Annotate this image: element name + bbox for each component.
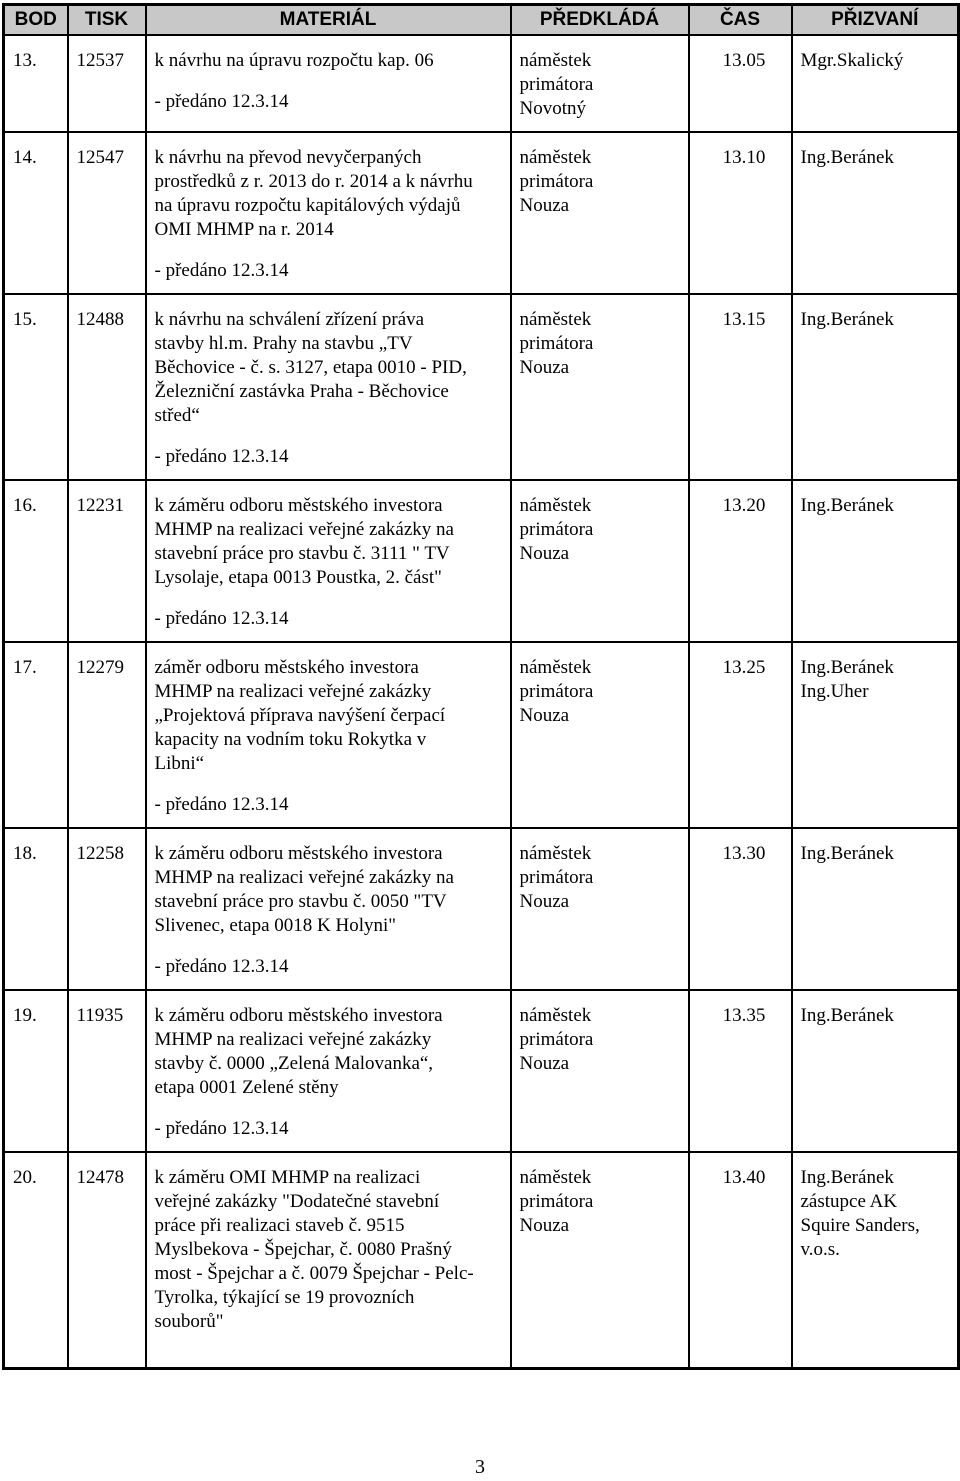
material-line: most - Špejchar a č. 0079 Špejchar - Pelc- [154, 1263, 474, 1284]
handed-over-date: - předáno 12.3.14 [154, 260, 289, 281]
item-number: 15. [4, 294, 68, 480]
invited-line: Ing.Beránek [800, 495, 894, 516]
invited-cell [792, 990, 959, 1152]
print-number: 12279 [68, 642, 146, 828]
presenter-line: náměstek [519, 50, 592, 71]
header-cas: ČAS [689, 5, 792, 36]
item-number: 17. [4, 642, 68, 828]
presenter-line: Novotný [519, 98, 586, 119]
time-cell: 13.30 [689, 828, 792, 990]
invited-line: zástupce AK [800, 1191, 898, 1212]
invited-cell [792, 132, 959, 294]
material-line: záměr odboru městského investora [154, 657, 419, 678]
presenter-line: Nouza [519, 1053, 570, 1074]
material-line: Železniční zastávka Praha - Běchovice [154, 381, 449, 402]
material-line: OMI MHMP na r. 2014 [154, 219, 334, 240]
invited-cell [792, 642, 959, 828]
item-number: 18. [4, 828, 68, 990]
material-line: Tyrolka, týkající se 19 provozních [154, 1287, 415, 1308]
agenda-row [4, 480, 959, 642]
material-line: MHMP na realizaci veřejné zakázky na [154, 519, 454, 540]
presenter-cell [511, 1152, 689, 1368]
handed-over-date: - předáno 12.3.14 [154, 794, 289, 815]
material-line: veřejné zakázky "Dodatečné stavební [154, 1191, 440, 1212]
handed-over-date: - předáno 12.3.14 [154, 446, 289, 467]
handed-over-date: - předáno 12.3.14 [154, 91, 289, 112]
agenda-row [4, 35, 959, 132]
invited-line: Ing.Beránek [800, 309, 894, 330]
presenter-line: náměstek [519, 309, 592, 330]
presenter-line: náměstek [519, 657, 592, 678]
invited-line: Ing.Beránek [800, 147, 894, 168]
material-line: Běchovice - č. s. 3127, etapa 0010 - PID, [154, 357, 467, 378]
material-line: k záměru odboru městského investora [154, 843, 443, 864]
material-cell [146, 642, 511, 828]
presenter-cell [511, 480, 689, 642]
handed-over-date: - předáno 12.3.14 [154, 608, 289, 629]
invited-line: Ing.Uher [800, 681, 869, 702]
invited-line: Ing.Beránek [800, 843, 894, 864]
material-line: souborů" [154, 1311, 224, 1332]
presenter-cell [511, 990, 689, 1152]
header-predklada: PŘEDKLÁDÁ [511, 5, 689, 36]
presenter-cell [511, 35, 689, 132]
time-cell: 13.05 [689, 35, 792, 132]
handed-over-date: - předáno 12.3.14 [154, 1118, 289, 1139]
material-cell [146, 294, 511, 480]
agenda-row [4, 828, 959, 990]
material-line: stavební práce pro stavbu č. 0050 "TV [154, 891, 447, 912]
invited-line: Ing.Beránek [800, 657, 894, 678]
material-line: etapa 0001 Zelené stěny [154, 1077, 339, 1098]
material-line: na úpravu rozpočtu kapitálových výdajů [154, 195, 461, 216]
presenter-line: primátora [519, 681, 594, 702]
header-tisk: TISK [68, 5, 146, 36]
item-number: 16. [4, 480, 68, 642]
presenter-line: primátora [519, 1029, 594, 1050]
invited-cell [792, 294, 959, 480]
invited-cell [792, 35, 959, 132]
item-number: 13. [4, 35, 68, 132]
material-line: prostředků z r. 2013 do r. 2014 a k návrhu [154, 171, 473, 192]
material-cell [146, 35, 511, 132]
invited-line: Mgr.Skalický [800, 50, 904, 71]
material-line: stavby hl.m. Prahy na stavbu „TV [154, 333, 413, 354]
print-number: 11935 [68, 990, 146, 1152]
invited-line: Ing.Beránek [800, 1005, 894, 1026]
material-cell [146, 990, 511, 1152]
invited-line: Ing.Beránek [800, 1167, 894, 1188]
time-cell: 13.20 [689, 480, 792, 642]
header-bod: BOD [4, 5, 68, 36]
material-line: MHMP na realizaci veřejné zakázky na [154, 867, 454, 888]
invited-line: v.o.s. [800, 1239, 840, 1260]
material-line: práce při realizaci staveb č. 9515 [154, 1215, 405, 1236]
invited-cell [792, 828, 959, 990]
handed-over-date: - předáno 12.3.14 [154, 956, 289, 977]
material-line: střed“ [154, 405, 200, 426]
item-number: 14. [4, 132, 68, 294]
agenda-row [4, 990, 959, 1152]
presenter-line: náměstek [519, 1167, 592, 1188]
presenter-cell [511, 294, 689, 480]
agenda-row [4, 294, 959, 480]
presenter-line: náměstek [519, 843, 592, 864]
material-line: k záměru odboru městského investora [154, 495, 443, 516]
agenda-table [2, 3, 960, 1370]
material-line: k záměru odboru městského investora [154, 1005, 443, 1026]
material-cell [146, 828, 511, 990]
header-material: MATERIÁL [146, 5, 511, 36]
material-line: Libni“ [154, 753, 205, 774]
header-row [4, 5, 959, 36]
agenda-row [4, 132, 959, 294]
print-number: 12478 [68, 1152, 146, 1368]
material-line: k návrhu na úpravu rozpočtu kap. 06 [154, 50, 434, 71]
presenter-line: náměstek [519, 147, 592, 168]
presenter-line: Nouza [519, 543, 570, 564]
page-number: 3 [475, 1456, 485, 1478]
time-cell: 13.25 [689, 642, 792, 828]
invited-cell [792, 1152, 959, 1368]
presenter-line: primátora [519, 171, 594, 192]
material-cell [146, 132, 511, 294]
presenter-line: primátora [519, 333, 594, 354]
presenter-line: primátora [519, 74, 594, 95]
item-number: 19. [4, 990, 68, 1152]
material-line: k návrhu na převod nevyčerpaných [154, 147, 422, 168]
presenter-cell [511, 642, 689, 828]
presenter-line: primátora [519, 867, 594, 888]
agenda-body [4, 35, 959, 1368]
material-line: kapacity na vodním toku Rokytka v [154, 729, 427, 750]
time-cell: 13.40 [689, 1152, 792, 1368]
print-number: 12488 [68, 294, 146, 480]
material-line: Lysolaje, etapa 0013 Poustka, 2. část" [154, 567, 442, 588]
presenter-line: primátora [519, 1191, 594, 1212]
material-line: MHMP na realizaci veřejné zakázky [154, 1029, 432, 1050]
agenda-row [4, 1152, 959, 1368]
material-line: Myslbekova - Špejchar, č. 0080 Prašný [154, 1239, 452, 1260]
time-cell: 13.35 [689, 990, 792, 1152]
material-line: MHMP na realizaci veřejné zakázky [154, 681, 432, 702]
invited-line: Squire Sanders, [800, 1215, 920, 1236]
presenter-line: Nouza [519, 357, 570, 378]
invited-cell [792, 480, 959, 642]
time-cell: 13.10 [689, 132, 792, 294]
presenter-line: primátora [519, 519, 594, 540]
presenter-line: Nouza [519, 705, 570, 726]
print-number: 12537 [68, 35, 146, 132]
presenter-line: Nouza [519, 891, 570, 912]
presenter-line: náměstek [519, 495, 592, 516]
material-line: stavební práce pro stavbu č. 3111 " TV [154, 543, 450, 564]
presenter-line: Nouza [519, 1215, 570, 1236]
time-cell: 13.15 [689, 294, 792, 480]
header-prizvani: PŘIZVANÍ [792, 5, 959, 36]
presenter-line: Nouza [519, 195, 570, 216]
presenter-cell [511, 132, 689, 294]
print-number: 12547 [68, 132, 146, 294]
material-cell [146, 1152, 511, 1368]
presenter-line: náměstek [519, 1005, 592, 1026]
agenda-row [4, 642, 959, 828]
print-number: 12231 [68, 480, 146, 642]
material-line: k záměru OMI MHMP na realizaci [154, 1167, 421, 1188]
print-number: 12258 [68, 828, 146, 990]
material-line: Slivenec, etapa 0018 K Holyni" [154, 915, 397, 936]
material-line: stavby č. 0000 „Zelená Malovanka“, [154, 1053, 434, 1074]
material-cell [146, 480, 511, 642]
material-line: k návrhu na schválení zřízení práva [154, 309, 425, 330]
material-line: „Projektová příprava navýšení čerpací [154, 705, 446, 726]
presenter-cell [511, 828, 689, 990]
item-number: 20. [4, 1152, 68, 1368]
